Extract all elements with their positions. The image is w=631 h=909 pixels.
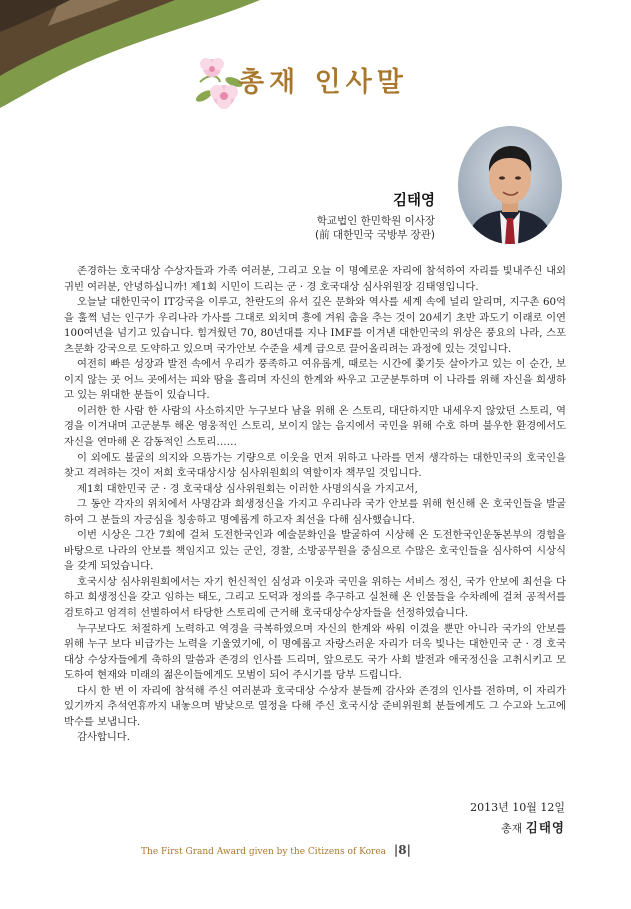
page-footer (141, 843, 411, 857)
page-number: |8| (393, 843, 411, 857)
paragraph: 존경하는 호국대상 수상자들과 가족 여러분, 그리고 오늘 이 명예로운 자리에 참석하여 자리를 빛내주신 내외귀빈 여러분, 안녕하십니까! 제1회 시민이 드리는 군 · 경 호국대상 심사위원장 김태영입니다. (64, 265, 566, 293)
author-portrait (458, 126, 562, 244)
paragraph: 여전히 빠른 성장과 발전 속에서 우리가 풍족하고 여유롭게, 때로는 시간에 쫓기듯 살아가고 있는 이 순간, 보이지 않는 곳 어느 곳에서는 피와 땀을 흘리며 자신의 한계와 싸우고 고군분투하며 이 나라를 위해 자신을 희생하고 있는 위대한 분들이 있습니다. (64, 358, 566, 402)
signature-name: 김태영 (525, 820, 565, 835)
paragraph: 이러한 한 사람 한 사람의 사소하지만 누구보다 남을 위해 온 스토리, 대단하지만 내세우지 않았던 스토리, 역경을 이겨내며 고군분투 해온 영웅적인 스토리, 보이지 않는 음지에서 국민을 위해 수호 하며 불우한 환경에서도 자신을 연마해 온 감동적인 스토리…… (64, 404, 566, 449)
paragraph: 그 동안 각자의 위치에서 사명감과 희생정신을 가지고 우리나라 국가 안보를 위해 헌신해 온 호국인들을 발굴하여 그 분들의 자긍심을 칭송하고 명예롭게 하고자 최선을 다해 심사했습니다. (64, 498, 566, 526)
paragraph: 호국시상 심사위원회에서는 자기 헌신적인 심성과 이웃과 국민을 위하는 서비스 정신, 국가 안보에 최선을 다하고 희생정신을 갖고 임하는 태도, 그리고 도덕과 정의를 추구하고 실천해 온 인물들을 수차례에 걸쳐 공적서를 검토하고 엄격히 선별하여서 타당한 스토리에 근거해 호국대상수상자들을 선정하였습니다. (64, 575, 566, 620)
page-title: 총재 인사말 (238, 67, 408, 98)
paragraph: 다시 한 번 이 자리에 참석해 주신 여러분과 호국대상 수상자 분들께 감사와 존경의 인사를 전하며, 이 자리가 있기까지 추석연휴까지 내놓으며 밤낮으로 열정을 다해 주신 호국시상 준비위원회 분들에게도 그 수고와 노고에 박수를 보냅니다. (64, 684, 566, 728)
signature-date: 2013년 10월 12일 (470, 801, 565, 814)
paragraph: 감사합니다. (77, 731, 131, 744)
footer-caption: The First Grand Award given by the Citizens of Korea (141, 847, 387, 857)
author-former-position: (前 대한민국 국방부 장관) (315, 229, 435, 241)
paragraph: 오늘날 대한민국이 IT강국을 이루고, 찬란도의 유서 깊은 문화와 역사를 세계 속에 널리 알리며, 지구촌 60억을 훌쩍 넘는 인구가 우리나라 가사를 그대로 외치며 흥에 겨워 춤을 추는 것이 20세기 초반 과도기 이래로 이연 100여년을 넘기고 있습니다. 힘겨웠던 70, 80년대를 지나 IMF를 이겨낸 대한민국의 위상은 풍요의 나라, 스포츠문화 강국으로 도약하고 있으며 국가안보 수준을 세계 급으로 끌어올리려는 과정에 있는 것입니다. (64, 296, 566, 355)
paragraph: 제1회 대한민국 군 · 경 호국대상 심사위원회는 이러한 사명의식을 가지고서, (77, 482, 418, 495)
author-name: 김태영 (392, 193, 435, 209)
author-info (315, 192, 435, 242)
author-affiliation: 학교법인 한민학원 이사장 (316, 215, 435, 227)
paragraph: 누구보다도 처절하게 노력하고 역경을 극복하였으며 자신의 한계와 싸워 이겼을 뿐만 아니라 국가의 안보를 위해 누구 보다 비급가는 노력을 기울였기에, 이 명예롭고 자랑스러운 자리가 더욱 빛나는 대한민국 군 · 경 호국대상 수상자들에게 축하의 말씀과 존경의 인사를 드리며, 앞으로도 국가 사회 발전과 애국정신을 고취시키고 모도하여 현재와 미래의 젊은이들에게도 모범이 되어 주시기를 당부 드립니다. (64, 622, 566, 682)
paragraph: 이 외에도 불굴의 의지와 으뜸가는 기량으로 이웃을 먼저 위하고 나라를 먼저 생각하는 대한민국의 호국인을 찾고 격려하는 것이 저희 호국대상시상 심사위원회의 역할이자 책무일 것입니다. (64, 451, 566, 480)
page-number-value: 8 (398, 843, 407, 857)
paragraph: 이번 시상은 그간 7회에 걸쳐 도전한국인과 예술문화인을 발굴하여 시상해 온 도전한국인운동본부의 경험을 바탕으로 나라의 안보를 책임지고 있는 군인, 경찰, 소방공무원을 중심으로 수많은 호국인들을 심사하여 시상식을 갖게 되었습니다. (64, 529, 566, 573)
signature-block (470, 798, 565, 839)
signature-role: 총재 (501, 822, 523, 835)
greeting-body (64, 264, 566, 746)
